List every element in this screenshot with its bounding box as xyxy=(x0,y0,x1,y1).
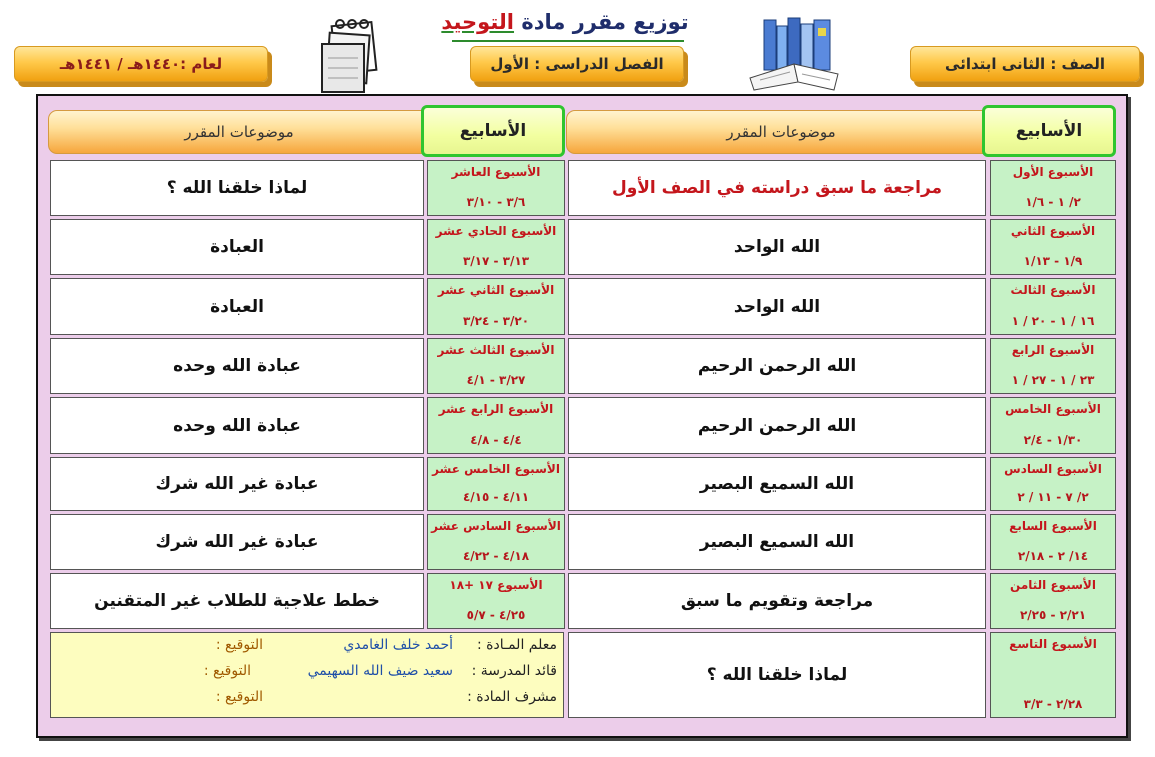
grade-label: الصف : الثانى ابتدائى xyxy=(945,55,1105,73)
right-topics-header xyxy=(566,110,996,154)
week-cell xyxy=(990,573,1116,629)
week-dates: ١/٣٠ - ٢/٤ xyxy=(1023,433,1083,447)
week-cell xyxy=(427,573,565,629)
topic-cell xyxy=(50,573,424,629)
signature-label: معلم المـادة : xyxy=(476,637,557,653)
week-dates: ٤/٢٥ - ٥/٧ xyxy=(466,608,526,622)
topic-text: الله الرحمن الرحيم xyxy=(697,415,857,436)
week-name: الأسبوع التاسع xyxy=(1009,637,1097,651)
week-cell xyxy=(990,278,1116,335)
week-cell xyxy=(427,514,565,570)
signature-label: قائد المدرسة : xyxy=(471,663,557,679)
week-name: الأسبوع الخامس عشر xyxy=(432,462,560,476)
semester-label: الفصل الدراسى : الأول xyxy=(490,55,664,73)
week-dates: ٣/٢٠ - ٣/٢٤ xyxy=(462,314,530,328)
topic-text: العبادة xyxy=(210,296,264,317)
signature-sign: التوقيع : xyxy=(203,663,251,679)
week-dates: ٢/٢٨ - ٣/٣ xyxy=(1023,697,1083,711)
left-topics-header xyxy=(48,110,430,154)
week-name: الأسبوع الأول xyxy=(1012,165,1094,179)
topic-text: لماذا خلقنا الله ؟ xyxy=(706,665,848,685)
week-dates: ٣/١٣ - ٣/١٧ xyxy=(462,254,530,268)
week-name: الأسبوع الثالث عشر xyxy=(437,343,555,357)
topic-cell xyxy=(568,219,986,275)
week-cell xyxy=(990,632,1116,718)
week-dates: ١٦ / ١ - ٢٠ / ١ xyxy=(1011,314,1095,328)
topic-cell xyxy=(568,514,986,570)
week-dates: ٢/ ٧ - ١١ / ٢ xyxy=(1017,490,1089,504)
topic-cell xyxy=(50,514,424,570)
week-cell xyxy=(427,338,565,394)
week-dates: ٤/١١ - ٤/١٥ xyxy=(462,490,530,504)
week-name: الأسبوع الثاني xyxy=(1010,224,1096,238)
signature-row-principal xyxy=(51,663,563,685)
week-cell xyxy=(990,160,1116,216)
left-weeks-header xyxy=(421,105,565,157)
topic-text: عبادة الله وحده xyxy=(173,356,301,376)
week-dates: ٣/٢٧ - ٤/١ xyxy=(466,373,526,387)
week-name: الأسبوع العاشر xyxy=(451,165,541,179)
right-weeks-header xyxy=(982,105,1116,157)
topic-text: خطط علاجية للطلاب غير المتقنين xyxy=(94,591,380,611)
topic-text: الله السميع البصير xyxy=(699,532,855,552)
topic-text: عبادة الله وحده xyxy=(173,415,301,436)
topic-cell xyxy=(568,397,986,454)
books-icon xyxy=(746,16,846,94)
week-cell xyxy=(427,457,565,511)
topic-text: الله الواحد xyxy=(733,296,821,317)
left-weeks-header-label: الأسابيع xyxy=(459,121,527,141)
week-name: الأسبوع الخامس xyxy=(1005,402,1101,416)
week-cell xyxy=(990,397,1116,454)
topic-cell xyxy=(568,160,986,216)
grade-banner xyxy=(910,46,1140,82)
topic-text: الله الرحمن الرحيم xyxy=(697,356,857,376)
topic-cell xyxy=(568,338,986,394)
topic-cell xyxy=(50,338,424,394)
week-name: الأسبوع الثاني عشر xyxy=(437,283,555,297)
signature-label: مشرف المادة : xyxy=(467,689,557,705)
year-banner xyxy=(14,46,268,82)
week-name: الأسبوع السابع xyxy=(1009,519,1097,533)
signature-row-teacher xyxy=(51,637,563,659)
topic-cell xyxy=(568,573,986,629)
left-topics-header-label: موضوعات المقرر xyxy=(184,123,294,141)
week-cell xyxy=(427,219,565,275)
topic-text: مراجعة وتقويم ما سبق xyxy=(680,591,874,611)
week-dates: ٣/٦ - ٣/١٠ xyxy=(466,195,526,209)
week-cell xyxy=(990,338,1116,394)
topic-cell xyxy=(568,632,986,718)
week-name: الأسبوع الرابع عشر xyxy=(438,402,554,416)
week-dates: ١٤/ ٢ - ٢/١٨ xyxy=(1017,549,1089,563)
week-name: الأسبوع ١٧ +١٨ xyxy=(449,578,543,592)
topic-cell xyxy=(568,457,986,511)
week-name: الأسبوع الثامن xyxy=(1010,578,1096,592)
week-cell xyxy=(427,160,565,216)
title-subject: التوحيد xyxy=(441,10,515,34)
topic-text: عبادة غير الله شرك xyxy=(155,532,319,552)
topic-cell xyxy=(50,457,424,511)
schedule-frame xyxy=(36,94,1128,738)
week-dates: ٤/١٨ - ٤/٢٢ xyxy=(462,549,530,563)
title-prefix: توزيع مقرر مادة xyxy=(521,10,689,34)
signature-name: أحمد خلف الغامدي xyxy=(343,637,453,653)
week-cell xyxy=(990,514,1116,570)
topic-text: لماذا خلقنا الله ؟ xyxy=(166,178,308,198)
week-name: الأسبوع الرابع xyxy=(1011,343,1095,357)
calendar-icon xyxy=(318,18,382,96)
right-topics-header-label: موضوعات المقرر xyxy=(726,123,836,141)
topic-text: مراجعة ما سبق دراسته في الصف الأول xyxy=(611,178,943,198)
week-dates: ١/٩ - ١/١٣ xyxy=(1023,254,1083,268)
topic-cell xyxy=(50,160,424,216)
topic-text: الله السميع البصير xyxy=(699,474,855,494)
topic-cell xyxy=(50,397,424,454)
topic-cell xyxy=(568,278,986,335)
topic-text: العبادة xyxy=(210,237,264,257)
week-dates: ٢/٢١ - ٢/٢٥ xyxy=(1019,608,1087,622)
week-name: الأسبوع السادس عشر xyxy=(431,519,561,533)
year-label: لعام :١٤٤٠هـ / ١٤٤١هـ xyxy=(59,55,223,73)
week-cell xyxy=(427,278,565,335)
week-cell xyxy=(990,219,1116,275)
week-name: الأسبوع الثالث xyxy=(1010,283,1096,297)
week-cell xyxy=(427,397,565,454)
week-dates: ٢/ ١ - ١/٦ xyxy=(1025,195,1081,209)
signature-row-supervisor xyxy=(51,689,563,711)
topic-cell xyxy=(50,219,424,275)
week-dates: ٢٣ / ١ - ٢٧ / ١ xyxy=(1011,373,1095,387)
right-weeks-header-label: الأسابيع xyxy=(1015,121,1083,141)
page-title xyxy=(440,10,690,34)
signature-sign: التوقيع : xyxy=(215,637,263,653)
week-name: الأسبوع الحادي عشر xyxy=(435,224,557,238)
week-dates: ٤/٤ - ٤/٨ xyxy=(470,433,522,447)
title-underline xyxy=(452,40,684,42)
week-name: الأسبوع السادس xyxy=(1004,462,1102,476)
signature-sign: التوقيع : xyxy=(215,689,263,705)
topic-text: الله الواحد xyxy=(733,237,821,257)
week-cell xyxy=(990,457,1116,511)
topic-text: عبادة غير الله شرك xyxy=(155,474,319,494)
signature-name: سعيد ضيف الله السهيمي xyxy=(307,663,453,679)
signatures-box xyxy=(50,632,564,718)
semester-banner xyxy=(470,46,684,82)
topic-cell xyxy=(50,278,424,335)
